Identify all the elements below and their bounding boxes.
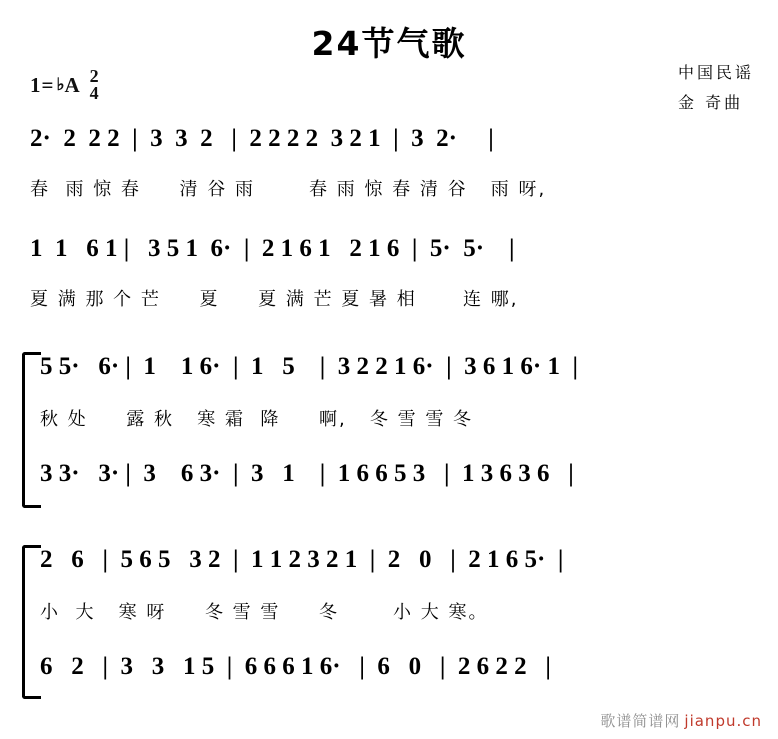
system-1-lyrics-row	[0, 175, 778, 215]
watermark-cn: 歌谱简谱网	[600, 712, 681, 730]
time-signature	[90, 68, 99, 102]
system-3-lower-notes-row	[0, 460, 778, 500]
page-title: 24节气歌	[311, 24, 467, 63]
key-name: A	[64, 72, 80, 97]
notation-line: 3 3· 3· | 3 6 3· | 3 1 | 1 6 6 5 3 | 1 3 6 3 6 |	[40, 460, 574, 487]
notation-line: 6 2 | 3 3 1 5 | 6 6 6 1 6· | 6 0 | 2 6 2 2 |	[40, 653, 551, 680]
system-4-upper-notes-row	[0, 546, 778, 586]
notation-line: 1 1 6 1 | 3 5 1 6· | 2 1 6 1 2 1 6 | 5· 5· |	[30, 235, 515, 262]
key-and-meter	[30, 68, 99, 102]
system-3-upper-notes-row	[0, 353, 778, 393]
credit-line-2: 金 奇曲	[677, 93, 744, 113]
credit-line-1: 中国民谣	[677, 63, 754, 82]
key-prefix: 1=	[30, 72, 55, 97]
system-1-notes-row	[0, 125, 778, 165]
system-4-lyrics-row	[0, 598, 778, 638]
notation-line: 2 6 | 5 6 5 3 2 | 1 1 2 3 2 1 | 2 0 | 2 1 6 5· |	[40, 546, 564, 573]
watermark	[600, 710, 762, 731]
lyrics-line: 小 大 寒 呀 冬 雪 雪 冬 小 大 寒。	[40, 602, 489, 623]
system-2-notes-row	[0, 235, 778, 275]
lyrics-line: 春 雨 惊 春 清 谷 雨 春 雨 惊 春 清 谷 雨 呀,	[30, 179, 547, 200]
credits	[678, 58, 754, 119]
notation-line: 2· 2 2 2 | 3 3 2 | 2 2 2 2 3 2 1 | 3 2· |	[30, 125, 494, 152]
lyrics-line: 秋 处 露 秋 寒 霜 降 啊, 冬 雪 雪 冬	[40, 409, 474, 430]
notation-line: 5 5· 6· | 1 1 6· | 1 5 | 3 2 2 1 6· | 3 6 1 6· 1 |	[40, 353, 578, 380]
system-2-lyrics-row	[0, 285, 778, 325]
watermark-en: jianpu.cn	[684, 712, 762, 730]
lyrics-line: 夏 满 那 个 芒 夏 夏 满 芒 夏 暑 相 连 哪,	[30, 289, 519, 310]
system-3-lyrics-row	[0, 405, 778, 445]
system-4-lower-notes-row	[0, 653, 778, 693]
flat-symbol: ♭	[56, 75, 65, 95]
time-signature-denominator: 4	[89, 83, 99, 104]
time-signature-numerator: 2	[89, 66, 99, 86]
